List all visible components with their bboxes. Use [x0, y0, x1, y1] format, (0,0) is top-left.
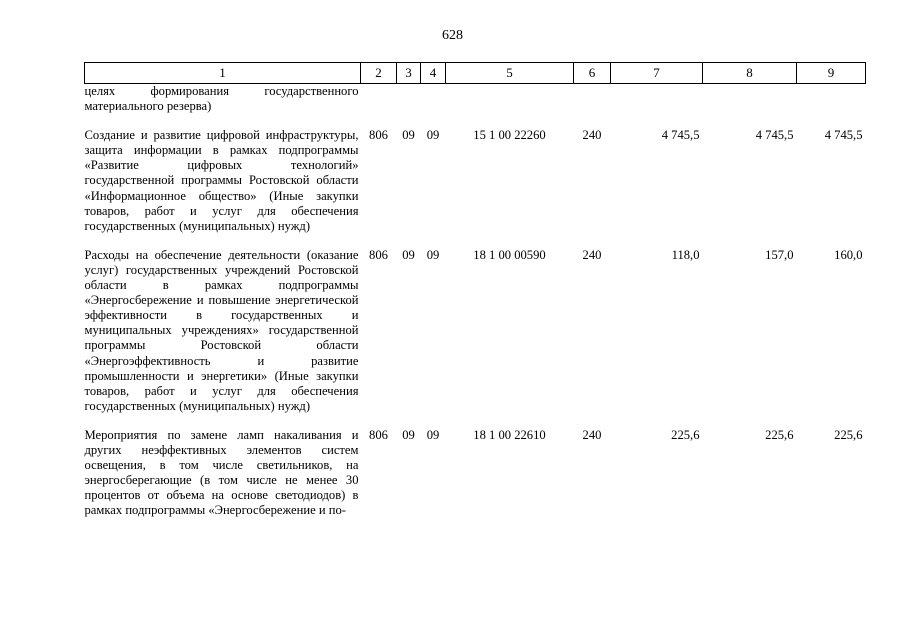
target-article-code [446, 84, 574, 115]
budget-table [84, 62, 866, 518]
subsection-code: 09 [426, 247, 440, 262]
target-article-code: 18 1 00 00590 [473, 247, 546, 262]
table-header-row [85, 63, 866, 84]
page-number: 628 [442, 28, 463, 43]
amount-col8: 4 745,5 [755, 128, 794, 143]
section-code [397, 84, 421, 115]
row-description: Мероприятия по замене ламп накаливания и других неэффективных элементов систем освещения, в том числе светильников, на энергосберегающие (в том числе не менее 30 процентов от объема на основе светодиодов) в рамках подпрограммы «Энергосбережение и по- [84, 427, 359, 518]
row-description: Создание и развитие цифровой инфраструктуры, защита информации в рамках подпрограммы «Развитие цифровых технологий» государственной программы Ростовской области «Информационное общество» (Иные закупки товаров, работ и услуг для обеспечения государственных (муниципальных) нужд) [84, 128, 359, 233]
row-description: целях формирования государственного материального резерва) [84, 84, 359, 114]
row-spacer [85, 114, 866, 128]
amount-col8: 157,0 [765, 247, 794, 262]
column-header: 4 [421, 63, 446, 84]
target-article-code: 15 1 00 22260 [473, 128, 546, 143]
column-header: 7 [611, 63, 703, 84]
amount-col7 [611, 84, 703, 115]
amount-col7: 225,6 [671, 427, 700, 442]
amount-col9 [797, 84, 866, 115]
ministry-code: 806 [369, 247, 388, 262]
subsection-code: 09 [426, 427, 440, 442]
column-header: 6 [574, 63, 611, 84]
subsection-code: 09 [426, 128, 440, 143]
ministry-code: 806 [369, 128, 388, 143]
column-header: 1 [85, 63, 361, 84]
subsection-code [421, 84, 446, 115]
amount-col8 [703, 84, 797, 115]
table-row [85, 84, 866, 115]
ministry-code [361, 84, 397, 115]
column-header: 3 [397, 63, 421, 84]
amount-col9: 160,0 [834, 247, 863, 262]
table-row [85, 128, 866, 234]
column-header: 5 [446, 63, 574, 84]
section-code: 09 [402, 427, 415, 442]
section-code: 09 [402, 247, 415, 262]
amount-col9: 225,6 [834, 427, 863, 442]
expense-type-code: 240 [582, 427, 602, 442]
table-row [85, 248, 866, 414]
row-description: Расходы на обеспечение деятельности (оказание услуг) государственных учреждений Ростовской области в рамках подпрограммы «Энергосбережение и повышение энергетической эффективности в государственных и муниципальных учреждениях» государственной программы Ростовской области «Энергоэффективность и развитие промышленности и энергетики» (Иные закупки товаров, работ и услуг для обеспечения государственных (муниципальных) нужд) [84, 247, 359, 413]
target-article-code: 18 1 00 22610 [473, 427, 546, 442]
row-spacer [85, 414, 866, 428]
column-header: 2 [361, 63, 397, 84]
column-header: 8 [703, 63, 797, 84]
row-spacer [85, 234, 866, 248]
amount-col7: 4 745,5 [661, 128, 700, 143]
expense-type-code [574, 84, 611, 115]
expense-type-code: 240 [582, 247, 602, 262]
amount-col7: 118,0 [671, 247, 700, 262]
amount-col8: 225,6 [765, 427, 794, 442]
expense-type-code: 240 [582, 128, 602, 143]
section-code: 09 [402, 128, 415, 143]
column-header: 9 [797, 63, 866, 84]
table-row [85, 428, 866, 519]
ministry-code: 806 [369, 427, 388, 442]
amount-col9: 4 745,5 [824, 128, 863, 143]
